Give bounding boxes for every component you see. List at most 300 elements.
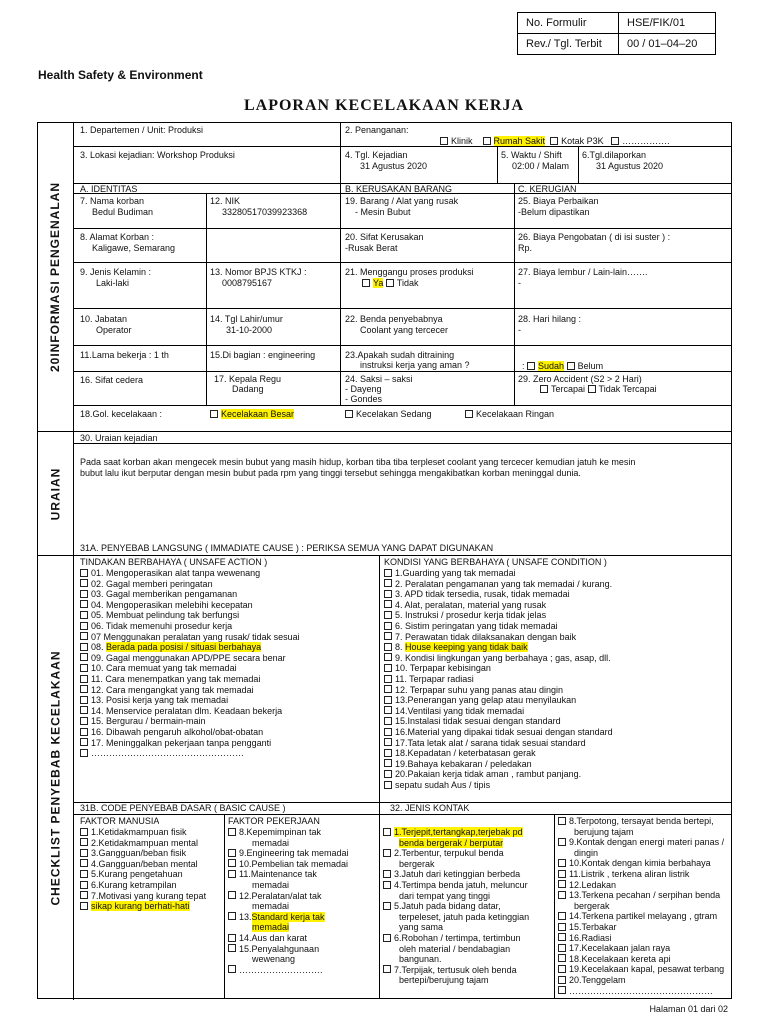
checkbox[interactable] [80,749,88,757]
checklist-item[interactable] [80,859,206,870]
training-sudah: Sudah [538,361,565,371]
item-label: 10. Terpapar kebisingan [395,663,491,674]
checkbox[interactable] [558,817,566,825]
item-label: 2.Terbentur, terpukul benda [394,848,504,859]
checkbox[interactable] [558,965,566,973]
item-label: 17. Meninggalkan pekerjaan tanpa pengganti [91,737,272,748]
checkbox[interactable] [384,770,392,778]
hilang-label: 28. Hari hilang : [518,314,582,324]
item-label: 16.Material yang dipakai tidak sesuai dengan standard [395,726,613,737]
item-label: 01. Mengoperasikan alat tanpa wewenang [91,568,261,578]
checklist-item[interactable] [80,621,300,632]
checklist-item[interactable] [558,858,724,869]
sidebar-section-3 [37,555,74,1000]
item-label: 6. Sistim peringatan yang tidak memadai [395,620,558,631]
penanganan-label: 2. Penanganan: [345,125,409,135]
checkbox[interactable] [384,643,392,651]
ganggu-label: 21. Menggangu proses produksi [345,267,474,277]
checklist-item[interactable] [558,922,724,933]
checklist-item[interactable] [558,816,724,837]
checkbox[interactable] [558,954,566,962]
checkbox-tidak-tercapai[interactable] [588,385,596,393]
checklist-item[interactable] [558,943,724,954]
checkbox-klinik[interactable] [440,137,448,145]
sidebar-section-1 [37,122,74,431]
checkbox[interactable] [383,934,391,942]
checkbox[interactable] [80,838,88,846]
divider [73,555,732,556]
checkbox[interactable] [228,891,236,899]
item-label: dari tempat yang tinggi [399,890,491,901]
checkbox[interactable] [383,870,391,878]
checkbox[interactable] [558,880,566,888]
divider [224,814,225,999]
hdr-identitas: A. IDENTITAS [80,184,138,194]
checkbox[interactable] [228,859,236,867]
lembur-value: - [518,278,521,288]
training-belum: Belum [577,361,604,371]
checkbox-tercapai[interactable] [540,385,548,393]
item-label: bergerak [574,900,610,911]
checkbox[interactable] [80,611,88,619]
checklist-item[interactable] [558,933,724,944]
checkbox[interactable] [80,590,88,598]
item-label: 3. APD tidak tersedia, rusak, tidak memadai [395,589,570,600]
section-1-label: 20INFORMASI PENGENALAN [48,181,62,372]
checklist-item[interactable] [558,869,724,880]
checkbox[interactable] [383,965,391,973]
item-label: 7.Motivasi yang kurang tepat [91,890,207,901]
checklist-item[interactable] [384,759,613,770]
item-label: 05. Membuat pelindung tak berfungsi [91,610,240,621]
zero-label: 29. Zero Accident (S2 > 2 Hari) [518,374,642,384]
item-label: 2.Ketidakmampuan mental [91,837,199,848]
hdr-kerusakan: B. KERUSAKAN BARANG [345,184,453,194]
item-label: 1.Ketidakmampuan fisik [91,827,187,837]
training-colon: : [522,361,525,371]
penyebab-header: 31A. PENYEBAB LANGSUNG ( IMMADIATE CAUSE ) : PERIKSA SEMUA YANG DAPAT DIGUNAKAN [80,543,494,553]
nik-value: 33280517039923368 [222,207,308,217]
checklist-item[interactable] [384,727,613,738]
gol-besar: Kecelakaan Besar [221,409,295,419]
item-label: ………………………. [239,964,323,975]
checklist-item[interactable] [80,579,300,590]
checklist-item[interactable] [383,965,529,986]
checklist-item[interactable] [80,848,206,859]
item-label: 11.Listrik , terkena aliran listrik [569,868,690,879]
item-label: 14.Terkena partikel melayang , gtram [569,911,718,922]
benda-value: Coolant yang tercecer [360,325,449,335]
checkbox[interactable] [558,859,566,867]
checkbox-gol-sedang[interactable] [345,410,353,418]
checkbox[interactable] [383,849,391,857]
lama-bekerja: 11.Lama bekerja : 1 th [80,350,169,360]
checklist-item[interactable] [384,685,613,696]
checklist-item[interactable] [558,975,724,986]
checkbox[interactable] [80,653,88,661]
checklist-item[interactable] [80,869,206,880]
checkbox-other[interactable] [611,137,619,145]
item-label: benda bergerak / berputar [399,837,504,848]
checkbox[interactable] [80,828,88,836]
gol-label: 18.Gol. kecelakaan : [80,409,163,419]
item-label: House keeping yang tidak baik [405,642,528,653]
checklist-item[interactable] [384,568,613,579]
checklist-item[interactable] [228,859,349,870]
item-label: 12.Peralatan/alat tak [239,890,322,901]
item-label: 13.Terkena pecahan / serpihan benda [569,890,721,901]
item-label: 9. Kondisi lingkungan yang berbahaya ; gas, asap, dll. [395,652,611,663]
checklist-item[interactable] [384,589,613,600]
divider [379,555,380,802]
checklist-item[interactable] [80,589,300,600]
jenis-kontak-header: 32. JENIS KONTAK [390,803,470,813]
checklist-item[interactable] [80,706,300,717]
item-label: 9.Kontak dengan energi materi panas / [569,837,725,848]
checkbox[interactable] [558,944,566,952]
checklist-item[interactable] [80,891,206,902]
checkbox[interactable] [80,849,88,857]
divider [206,193,207,405]
unsafe-condition-title: KONDISI YANG BERBAHAYA ( UNSAFE CONDITION ) [384,557,607,567]
checklist-item[interactable] [384,663,613,674]
item-label: memadai [252,922,290,933]
alamat-label: 8. Alamat Korban : [80,232,155,242]
checkbox[interactable] [384,569,392,577]
checkbox-sudah[interactable] [527,362,535,370]
item-label: 10.Pembelian tak memadai [239,858,349,869]
checkbox[interactable] [228,912,236,920]
unsafe-action-title: TINDAKAN BERBAHAYA ( UNSAFE ACTION ) [80,557,268,567]
divider [578,146,579,183]
gol-ringan: Kecelakaan Ringan [476,409,555,419]
checkbox[interactable] [558,891,566,899]
barang-label: 19. Barang / Alat yang rusak [345,196,459,206]
hdr-kerugian: C. KERUGIAN [518,184,577,194]
checkbox[interactable] [80,632,88,640]
item-label: 06. Tidak memenuhi prosedur kerja [91,620,233,631]
checkbox[interactable] [80,706,88,714]
item-label: 16.Radiasi [569,932,612,943]
tgl-kejadian-value: 31 Agustus 2020 [360,161,428,171]
checklist-item[interactable] [384,738,613,749]
item-label: 02. Gagal memberi peringatan [91,578,213,589]
checkbox-kotak-p3k[interactable] [550,137,558,145]
checkbox[interactable] [558,923,566,931]
checkbox[interactable] [383,881,391,889]
page-title: LAPORAN KECELAKAAN KERJA [243,97,524,114]
checklist-item[interactable] [384,621,613,632]
kelamin-label: 9. Jenis Kelamin : [80,267,152,277]
item-number: 13. [239,911,252,922]
divider [497,146,498,183]
bpjs-label: 13. Nomor BPJS KTKJ : [210,267,307,277]
checkbox[interactable] [558,838,566,846]
checklist-item[interactable] [383,901,529,933]
item-label: 13.Penerangan yang gelap atau menyilaukan [395,695,577,706]
checklist-item[interactable] [80,674,300,685]
item-label: 18.Kepadatan / keterbatasan gerak [395,748,536,759]
checkbox[interactable] [384,664,392,672]
checkbox[interactable] [228,849,236,857]
checklist-item[interactable] [383,848,529,869]
checklist-item[interactable] [80,685,300,696]
checklist-item[interactable] [80,568,300,579]
checkbox[interactable] [228,965,236,973]
biaya-value: -Belum dipastikan [518,207,590,217]
jabatan-label: 10. Jabatan [80,314,128,324]
checkbox[interactable] [80,728,88,736]
checkbox[interactable] [80,579,88,587]
item-label: 17.Kecelakaan jalan raya [569,943,671,954]
checklist-item[interactable] [384,716,613,727]
checkbox[interactable] [558,976,566,984]
checkbox[interactable] [80,569,88,577]
checklist-item[interactable] [80,827,206,838]
pengobatan-label: 26. Biaya Pengobatan ( di isi suster ) : [518,232,671,242]
item-label: …………………………………………… [91,748,244,759]
checkbox[interactable] [80,664,88,672]
checklist-item[interactable] [384,600,613,611]
sifat-kerusakan-label: 20. Sifat Kerusakan [345,232,424,242]
checklist-item[interactable] [384,706,613,717]
checklist-item[interactable] [228,912,349,933]
item-label: 17.Tata letak alat / sarana tidak sesuai standard [395,737,586,748]
sifat-cedera: 16. Sifat cedera [80,375,144,385]
item-label: 19.Kecelakaan kapal, pesawat terbang [569,964,725,975]
item-label: 10. Cara memuat yang tak memadai [91,663,237,674]
zero-tercapai: Tercapai [551,384,586,394]
checklist-item[interactable] [558,890,724,911]
checklist-item[interactable] [558,837,724,858]
item-label: wewenang [252,954,296,965]
rev-label: Rev./ Tgl. Terbit [518,34,619,55]
checklist-item[interactable] [80,663,300,674]
item-label: bangunan. [399,954,442,965]
checkbox-ganggu-ya[interactable] [362,279,370,287]
checklist-item[interactable] [383,880,529,901]
checkbox[interactable] [384,675,392,683]
checkbox[interactable] [558,986,566,994]
item-label: 15.Instalasi tidak sesuai dengan standard [395,716,561,727]
item-label: 3.Jatuh dari ketinggian berbeda [394,869,521,880]
divider [554,814,555,999]
checkbox[interactable] [228,870,236,878]
lahir-value: 31-10-2000 [226,325,273,335]
checklist-item[interactable] [384,642,613,653]
checkbox[interactable] [80,622,88,630]
item-label: oleh material / bendabagian [399,943,511,954]
checklist-item[interactable] [383,933,529,965]
checklist-item[interactable] [384,748,613,759]
sidebar-section-2 [37,431,74,556]
checkbox[interactable] [80,891,88,899]
checklist-item[interactable] [228,933,349,944]
checklist-item[interactable] [383,827,529,848]
checklist-item[interactable] [228,869,349,890]
checkbox[interactable] [80,738,88,746]
checklist-item[interactable] [80,748,300,759]
item-label: 7. Perawatan tidak dilaksanakan dengan baik [395,631,577,642]
checkbox[interactable] [384,579,392,587]
divider [379,802,380,999]
checklist-item[interactable] [228,944,349,965]
waktu-label: 5. Waktu / Shift [501,150,562,160]
item-label: 1.Terjepit,tertangkap,terjebak pd [394,827,523,837]
checkbox[interactable] [384,590,392,598]
item-label: 11.Maintenance tak [239,869,317,880]
checkbox-belum[interactable] [567,362,575,370]
checklist-item[interactable] [80,695,300,706]
di-bagian: 15.Di bagian : engineering [210,350,316,360]
checkbox[interactable] [80,881,88,889]
checklist-item[interactable] [80,727,300,738]
checklist-item[interactable] [384,695,613,706]
bpjs-value: 0008795167 [222,278,273,288]
item-label: 12. Terpapar suhu yang panas atau dingin [395,684,563,695]
checkbox[interactable] [384,685,392,693]
checklist-item[interactable] [80,632,300,643]
checklist-item[interactable] [80,610,300,621]
checkbox[interactable] [228,934,236,942]
checklist-item[interactable] [228,891,349,912]
checkbox[interactable] [384,600,392,608]
checklist-item[interactable] [80,600,300,611]
checkbox[interactable] [558,933,566,941]
checkbox[interactable] [80,717,88,725]
checkbox[interactable] [384,622,392,630]
checkbox[interactable] [384,738,392,746]
divider [514,183,515,405]
checklist-item[interactable] [384,632,613,643]
checklist-item[interactable] [228,827,349,848]
item-label: 9.Engineering tak memadai [239,848,349,859]
checkbox[interactable] [558,870,566,878]
checklist-item[interactable] [384,780,613,791]
checkbox[interactable] [80,696,88,704]
item-label: 2. Peralatan pengamanan yang tak memadai / kurang. [395,578,613,589]
checkbox[interactable] [80,902,88,910]
checkbox[interactable] [80,675,88,683]
checkbox[interactable] [383,828,391,836]
checkbox[interactable] [384,749,392,757]
item-label: 07 Menggunakan peralatan yang rusak/ tidak sesuai [91,631,300,642]
checklist-item[interactable] [558,911,724,922]
item-label: 15.Penyalahgunaan [239,943,320,954]
no-formulir-value: HSE/FIK/01 [619,13,716,34]
divider [73,228,732,229]
pengobatan-value: Rp. [518,243,533,253]
barang-value: - Mesin Bubut [355,207,411,217]
item-label: 15. Bergurau / bermain-main [91,716,206,727]
checklist-item[interactable] [80,880,206,891]
checklist-item[interactable] [558,964,724,975]
no-formulir-label: No. Formulir [518,13,619,34]
checkbox-gol-besar[interactable] [210,410,218,418]
item-label: 11. Terpapar radiasi [395,673,474,684]
checklist-item[interactable] [80,716,300,727]
item-label: Berada pada posisi / situasi berbahaya [106,642,262,653]
checklist-item[interactable] [558,880,724,891]
item-label: 4.Gangguan/beban mental [91,858,198,869]
checkbox[interactable] [80,643,88,651]
checkbox[interactable] [228,944,236,952]
checkbox[interactable] [228,828,236,836]
checkbox-gol-ringan[interactable] [465,410,473,418]
training-label: 23.Apakah sudah ditraining [345,350,455,360]
item-label: bergerak [399,858,435,869]
checklist-item[interactable] [80,642,300,653]
regu-value: Dadang [232,384,264,394]
checkbox[interactable] [384,759,392,767]
org-name: Health Safety & Environment [38,68,203,82]
checkbox[interactable] [384,706,392,714]
checkbox[interactable] [384,611,392,619]
checklist-item[interactable] [558,954,724,965]
checklist-item[interactable] [80,653,300,664]
checkbox[interactable] [80,600,88,608]
item-label: 1.Guarding yang tak memadai [395,568,516,578]
checklist-item[interactable] [228,965,349,976]
unsafe-condition-list [384,568,613,790]
checklist-item[interactable] [384,769,613,780]
checkbox[interactable] [80,870,88,878]
lembur-label: 27. Biaya lembur / Lain-lain……. [518,267,648,277]
checklist-item[interactable] [80,901,206,912]
item-label: yang sama [399,922,444,933]
jenis-kontak-list-b [558,816,724,996]
checkbox-rumah-sakit[interactable] [483,137,491,145]
faktor-pekerjaan-list [228,827,349,975]
item-label: Standard kerja tak [251,911,325,922]
checkbox[interactable] [80,859,88,867]
checkbox[interactable] [384,728,392,736]
item-label: 03. Gagal memberikan pengamanan [91,589,238,600]
checkbox[interactable] [558,912,566,920]
checkbox[interactable] [384,632,392,640]
checklist-item[interactable] [384,610,613,621]
item-label: 18.Kecelakaan kereta api [569,953,671,964]
checkbox[interactable] [80,685,88,693]
item-label: 15.Terbakar [569,921,617,932]
zero-tidak: Tidak Tercapai [598,384,657,394]
checklist-item[interactable] [558,986,724,997]
checkbox[interactable] [384,717,392,725]
checklist-item[interactable] [383,869,529,880]
checkbox[interactable] [384,781,392,789]
checkbox[interactable] [383,902,391,910]
checklist-item[interactable] [80,738,300,749]
item-label: 7.Terpijak, tertusuk oleh benda [394,964,517,975]
checklist-item[interactable] [384,653,613,664]
checklist-item[interactable] [384,579,613,590]
item-label: 14.Aus dan karat [239,932,308,943]
form-info-table [517,12,716,55]
checkbox[interactable] [384,696,392,704]
checklist-item[interactable] [384,674,613,685]
checkbox-ganggu-tidak[interactable] [386,279,394,287]
checkbox[interactable] [384,653,392,661]
training-question: instruksi kerja yang aman ? [360,360,470,370]
unsafe-action-list [80,568,300,759]
item-label: terpeleset, jatuh pada ketinggian [399,911,530,922]
tgl-kejadian-label: 4. Tgl. Kejadian [345,150,408,160]
page-footer: Halaman 01 dari 02 [649,1004,728,1014]
saksi-2: - Gondes [345,394,383,404]
checklist-item[interactable] [228,848,349,859]
jabatan-value: Operator [96,325,132,335]
checklist-item[interactable] [80,838,206,849]
